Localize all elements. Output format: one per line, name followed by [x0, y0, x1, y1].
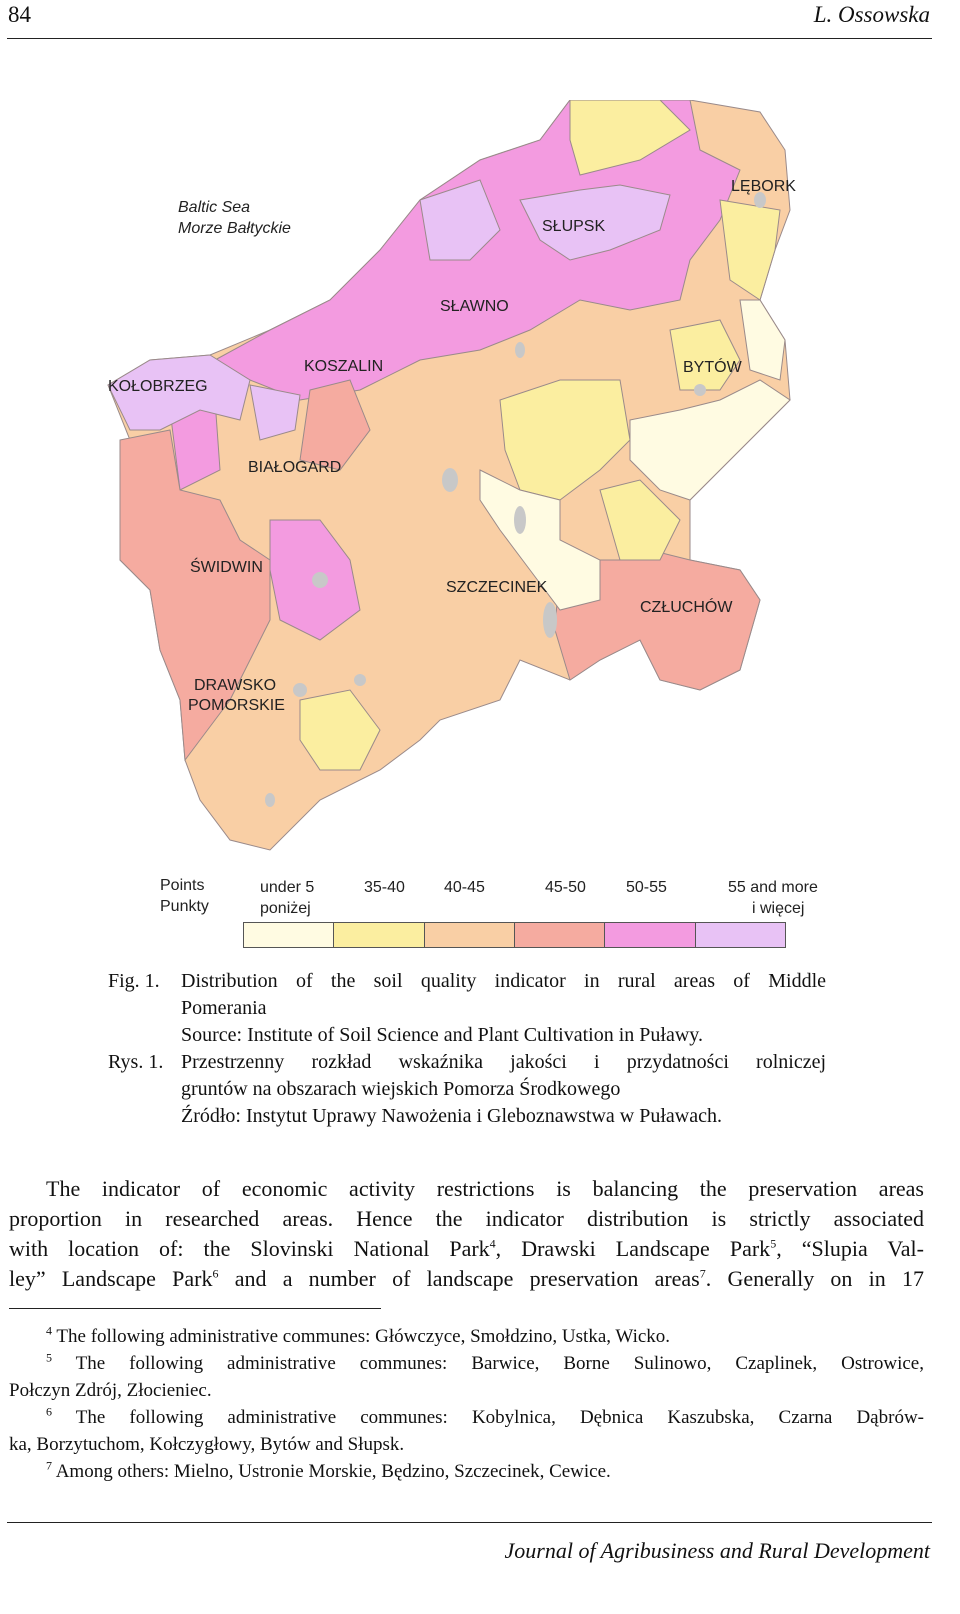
sea-label-pl: Morze Bałtyckie: [178, 220, 291, 237]
legend-swatch: [696, 923, 785, 947]
body-text: , Drawski Landscape Park: [495, 1236, 771, 1261]
town-label-drawsko: DRAWSKO: [194, 677, 277, 694]
legend-swatch: [605, 923, 695, 947]
legend-class-label: 40-45: [444, 879, 485, 896]
body-text: , “Slupia Val-: [776, 1236, 924, 1261]
legend-class-label: 55 and more: [728, 879, 818, 896]
town-label-pomorskie: POMORSKIE: [188, 697, 285, 714]
body-text: with location of: the Slovinski National Park: [9, 1236, 490, 1261]
town-label-slupsk: SŁUPSK: [542, 218, 606, 235]
soil-quality-map: [0, 100, 960, 860]
legend-swatch: [515, 923, 605, 947]
legend-swatch: [334, 923, 424, 947]
legend-class-label-pl: i więcej: [752, 900, 805, 917]
fig-label: Fig. 1.: [108, 970, 160, 992]
footnote-number: 6: [46, 1404, 52, 1419]
body-text: . Generally on in 17: [705, 1266, 924, 1291]
fig-source-line: Source: Institute of Soil Science and Plant Cultivation in Puławy.: [181, 1024, 703, 1046]
footnote-5-cont: Połczyn Zdrój, Złocieniec.: [9, 1380, 212, 1401]
town-label-bialogard: BIAŁOGARD: [248, 459, 342, 476]
body-text: and a number of landscape preservation areas: [218, 1266, 700, 1291]
body-text-line: [9, 1234, 924, 1264]
body-text: ley” Landscape Park: [9, 1266, 213, 1291]
town-label-szczecinek: SZCZECINEK: [446, 579, 548, 596]
legend-class-label: under 5: [260, 879, 315, 896]
footnote-ref: 5: [770, 1236, 777, 1251]
legend-class-label: 35-40: [364, 879, 405, 896]
footnote-6-cont: ka, Borzytuchom, Kołczygłowy, Bytów and Słupsk.: [9, 1434, 405, 1455]
footnote-7: [46, 1458, 611, 1485]
legend-class-label-pl: poniżej: [260, 900, 311, 917]
running-head-author: L. Ossowska: [813, 2, 930, 27]
town-label-czluchow: CZŁUCHÓW: [640, 599, 733, 616]
rys-caption-line: gruntów na obszarach wiejskich Pomorza Środkowego: [181, 1078, 621, 1100]
footnote-text: The following administrative communes: Barwice, Borne Sulinowo, Czaplinek, Ostrowice,: [75, 1353, 924, 1374]
header-rule: [7, 38, 932, 39]
footnote-ref: 7: [699, 1266, 706, 1281]
legend-color-bar: [243, 922, 786, 948]
footer-rule: [7, 1522, 932, 1523]
legend-title-pl: Punkty: [160, 898, 209, 915]
town-label-slawno: SŁAWNO: [440, 298, 509, 315]
footnote-6: [9, 1404, 924, 1431]
page-number: 84: [8, 2, 31, 27]
footnote-5: [9, 1350, 924, 1377]
town-label-swidwin: ŚWIDWIN: [190, 559, 263, 576]
footnote-text: The following administrative communes: Kobylnica, Dębnica Kaszubska, Czarna Dąbrów-: [75, 1407, 924, 1428]
journal-title: Journal of Agribusiness and Rural Development: [504, 1538, 930, 1563]
legend-title-en: Points: [160, 877, 205, 894]
sea-label-en: Baltic Sea: [178, 199, 251, 216]
footnote-ref: 4: [489, 1236, 496, 1251]
town-label-lebork: LĘBORK: [731, 178, 796, 195]
body-text-line: [9, 1264, 924, 1294]
footnote-rule: [9, 1308, 381, 1309]
legend-class-label: 50-55: [626, 879, 667, 896]
rys-label: Rys. 1.: [108, 1051, 164, 1073]
town-label-kolobrzeg: KOŁOBRZEG: [108, 378, 208, 395]
legend-swatch: [244, 923, 334, 947]
legend-swatch: [425, 923, 515, 947]
fig-caption-line: Pomerania: [181, 997, 267, 1019]
footnote-number: 4: [46, 1323, 52, 1338]
footnote-text: Among others: Mielno, Ustronie Morskie, Będzino, Szczecinek, Cewice.: [55, 1461, 611, 1482]
legend-class-label: 45-50: [545, 879, 586, 896]
footnote-number: 5: [46, 1350, 52, 1365]
footnote-4: [46, 1323, 670, 1350]
rys-source-line: Źródło: Instytut Uprawy Nawożenia i Gleboznawstwa w Puławach.: [181, 1105, 722, 1127]
rys-caption-line: Przestrzenny rozkład wskaźnika jakości i przydatności rolniczej: [181, 1051, 826, 1073]
body-text-line: The indicator of economic activity restrictions is balancing the preservation areas: [46, 1176, 924, 1201]
footnote-number: 7: [46, 1458, 52, 1473]
town-label-koszalin: KOSZALIN: [304, 358, 384, 375]
footnote-text: The following administrative communes: Główczyce, Smołdzino, Ustka, Wicko.: [56, 1326, 671, 1347]
body-text-line: proportion in researched areas. Hence the indicator distribution is strictly associated: [9, 1206, 924, 1231]
footnote-ref: 6: [212, 1266, 219, 1281]
fig-caption-line: Distribution of the soil quality indicator in rural areas of Middle: [181, 970, 826, 992]
town-label-bytow: BYTÓW: [683, 359, 742, 376]
